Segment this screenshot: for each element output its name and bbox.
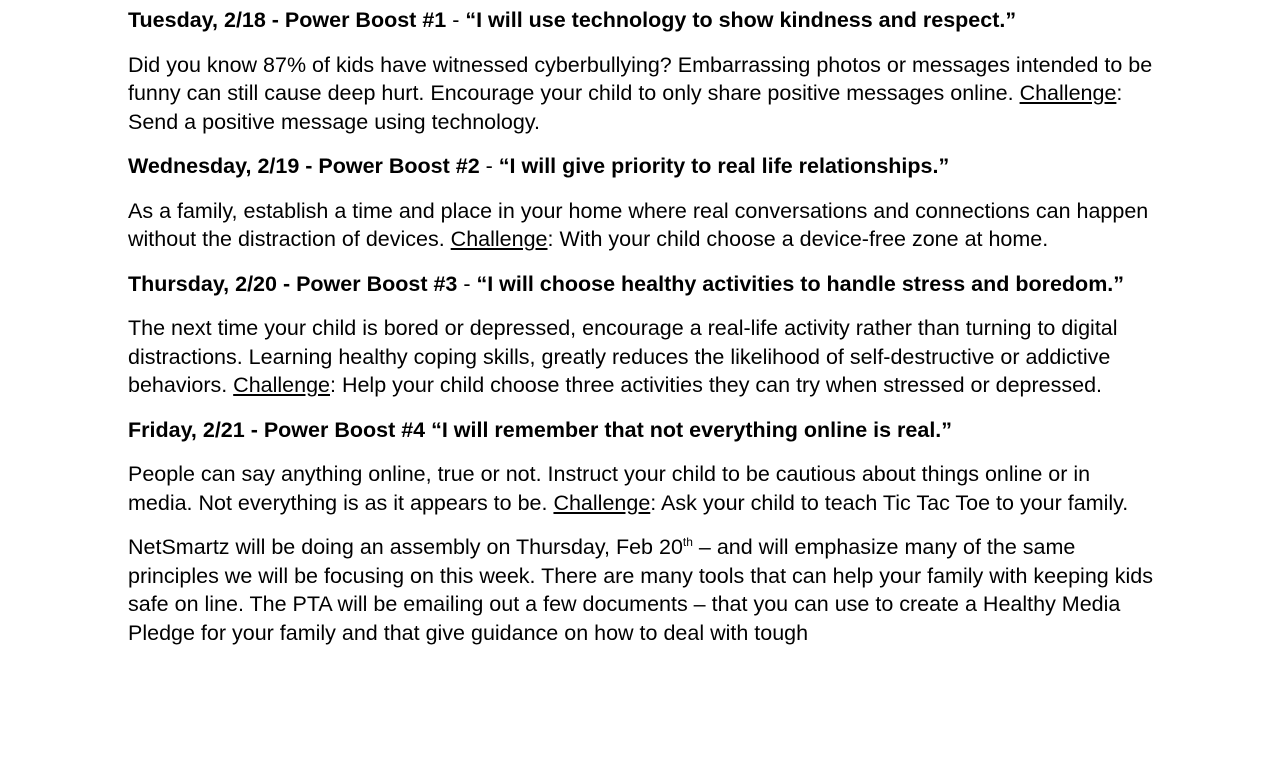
heading-day-title: Thursday, 2/20 - Power Boost #3 bbox=[128, 271, 458, 296]
section-heading bbox=[128, 416, 1158, 445]
challenge-label: Challenge bbox=[450, 227, 548, 251]
section-body bbox=[128, 197, 1158, 254]
power-boost-section-1 bbox=[128, 6, 1158, 136]
section-heading bbox=[128, 270, 1158, 299]
heading-day-title: Friday, 2/21 - Power Boost #4 bbox=[128, 417, 426, 442]
document-content bbox=[128, 6, 1158, 663]
heading-pledge-quote: “I will use technology to show kindness and respect.” bbox=[465, 8, 1017, 32]
power-boost-section-4 bbox=[128, 416, 1158, 518]
power-boost-section-2 bbox=[128, 152, 1158, 254]
challenge-label: Challenge bbox=[553, 490, 651, 515]
body-text: The next time your child is bored or depressed, encourage a real-life activity rather than turning to digital distractions. Learning healthy coping skills, greatly reduces the likelihood of self-destructive or addictive behaviors. bbox=[128, 316, 1118, 397]
body-text: People can say anything online, true or not. Instruct your child to be cautious about things online or in media. Not everything is as it appears to be. bbox=[128, 462, 1091, 515]
body-text: Did you know 87% of kids have witnessed cyberbullying? Embarrassing photos or messages intended to be funny can still cause deep hurt. Encourage your child to only share positive messages online. bbox=[128, 52, 1153, 105]
closing-paragraph bbox=[128, 533, 1158, 647]
section-body bbox=[128, 460, 1158, 517]
challenge-text: : With your child choose a device-free zone at home. bbox=[547, 227, 1049, 251]
heading-pledge-quote: “I will remember that not everything online is real.” bbox=[431, 417, 953, 442]
heading-day-title: Tuesday, 2/18 - Power Boost #1 bbox=[128, 8, 447, 32]
heading-separator: - bbox=[479, 154, 499, 178]
heading-separator: - bbox=[446, 8, 466, 32]
challenge-label: Challenge bbox=[233, 373, 330, 397]
challenge-text: : Help your child choose three activities they can try when stressed or depressed. bbox=[330, 373, 1102, 397]
heading-day-title: Wednesday, 2/19 - Power Boost #2 bbox=[128, 154, 480, 178]
heading-separator: - bbox=[457, 271, 477, 296]
closing-text-start: NetSmartz will be doing an assembly on Thursday, Feb 20 bbox=[128, 535, 683, 559]
date-ordinal-superscript: th bbox=[682, 534, 693, 549]
challenge-text: : Send a positive message using technology. bbox=[128, 81, 1123, 134]
section-heading bbox=[128, 6, 1158, 35]
challenge-text: : Ask your child to teach Tic Tac Toe to your family. bbox=[650, 490, 1129, 515]
heading-pledge-quote: “I will choose healthy activities to handle stress and boredom.” bbox=[476, 271, 1125, 296]
heading-pledge-quote: “I will give priority to real life relationships.” bbox=[498, 154, 950, 178]
section-heading bbox=[128, 152, 1158, 181]
body-text: As a family, establish a time and place in your home where real conversations and connections can happen without the distraction of devices. bbox=[128, 198, 1149, 251]
section-body bbox=[128, 314, 1158, 400]
challenge-label: Challenge bbox=[1019, 81, 1117, 105]
section-body bbox=[128, 51, 1158, 137]
closing-text-rest: – and will emphasize many of the same principles we will be focusing on this week. There are many tools that can help your family with keeping kids safe on line. The PTA will be emailing out a few documents – that you can use to create a Healthy Media Pledge for your family and that give guidance on how to deal with tough bbox=[128, 535, 1153, 645]
power-boost-section-3 bbox=[128, 270, 1158, 400]
